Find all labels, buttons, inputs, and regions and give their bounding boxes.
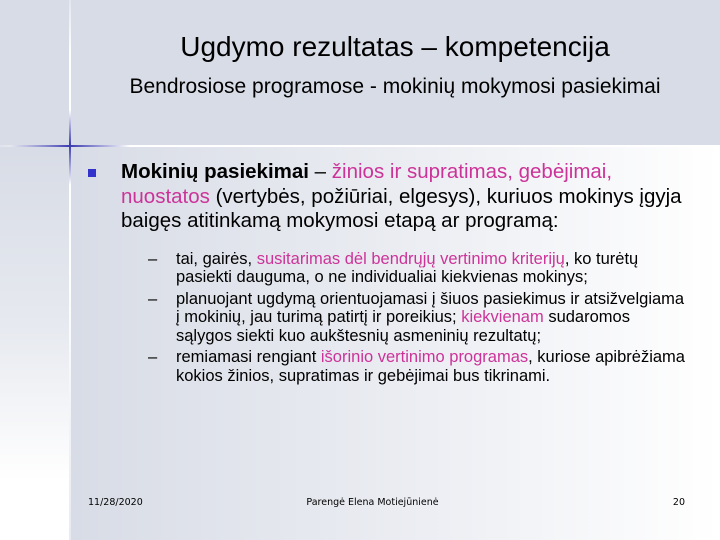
sub-bullet-accent: išorinio vertinimo programas <box>320 348 529 366</box>
main-bullet-sep: – <box>308 160 332 183</box>
sub-bullet-text: , ko turėtų pasiekti dauguma, o ne individualiai kiekvienas mokinys; <box>176 249 639 286</box>
dash-bullet-icon: – <box>148 249 158 268</box>
footer-author: Parengė Elena Motiejūnienė <box>306 497 439 508</box>
dash-bullet-icon: – <box>148 289 158 308</box>
sub-bullet-text: planuojant ugdymą orientuojamasi į šiuos pasiekimus ir atsižvelgiama į mokinių, jau turimą patirtį ir poreikius; <box>176 289 685 326</box>
sub-bullet <box>148 348 688 385</box>
sub-bullet-accent: kiekvienam <box>461 308 544 326</box>
sub-bullet-list <box>88 250 688 386</box>
main-bullet-accent: žinios ir supratimas, gebėjimai, nuostatos <box>121 160 613 208</box>
sub-bullet-text: remiamasi rengiant <box>176 348 321 366</box>
main-bullet-rest: (vertybės, požiūriai, elgesys), kuriuos mokinys įgyja baigęs atitinkamą mokymosi etapą ar programą: <box>121 184 682 232</box>
dash-bullet-icon: – <box>148 348 158 366</box>
sub-bullet-text: tai, gairės, <box>176 249 257 268</box>
slide-title: Ugdymo rezultatas – kompetencija <box>180 31 610 62</box>
sub-bullet-text: sudaromos sąlygos siekti kuo aukštesnių asmeninių rezultatų; <box>176 308 630 345</box>
footer-page-number: 20 <box>672 497 685 508</box>
main-bullet-bold: Mokinių pasiekimai <box>121 160 309 183</box>
sub-bullet-accent: susitarimas dėl bendrųjų vertinimo kriterijų <box>256 249 565 268</box>
slide-subtitle: Bendrosiose programose - mokinių mokymosi pasiekimai <box>129 75 661 98</box>
bullet-list <box>88 160 688 388</box>
sub-bullet <box>148 290 688 346</box>
square-bullet-icon <box>88 169 96 177</box>
sub-bullet <box>148 250 688 287</box>
main-bullet <box>88 160 688 234</box>
left-strip-background <box>0 147 69 540</box>
footer-date: 11/28/2020 <box>88 497 143 508</box>
cross-accent-vertical <box>69 110 71 185</box>
vertical-divider-line <box>69 0 71 540</box>
sub-bullet-text: , kuriose apibrėžiama kokios žinios, supratimas ir gebėjimai bus tikrinami. <box>176 348 685 385</box>
